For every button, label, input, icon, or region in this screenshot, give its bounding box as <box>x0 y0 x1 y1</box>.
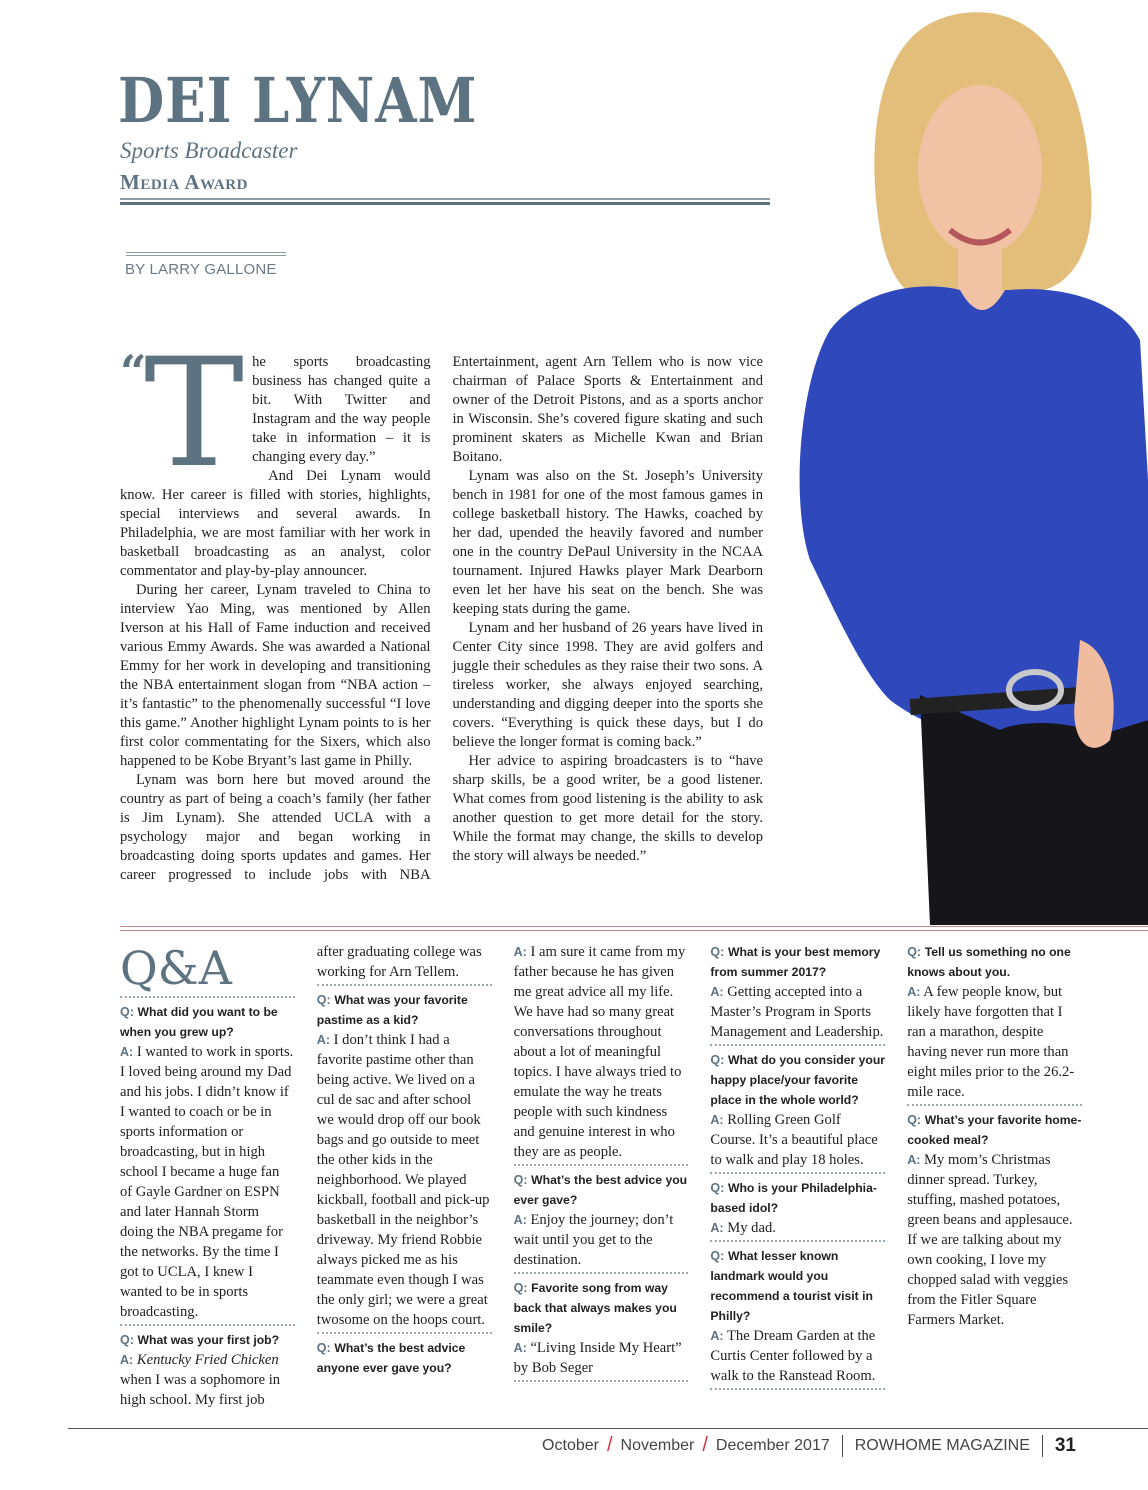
answer-label: A: <box>513 1213 527 1227</box>
question-text: Favorite song from way back that always makes you smile? <box>513 1281 677 1335</box>
question-label: Q: <box>513 1281 528 1295</box>
divider <box>126 252 286 256</box>
answer-text: My mom’s Christmas dinner spread. Turkey, stuffing, mashed potatoes, green beans and applesauce. If we are talking about my own cooking, I love my chopped salad with veggies from the Fitler Square Farmers Market. <box>907 1152 1073 1328</box>
article-paragraph <box>120 327 431 501</box>
answer <box>710 982 885 1042</box>
question-label: Q: <box>710 1249 725 1263</box>
divider <box>842 1435 843 1457</box>
footer <box>542 1434 1076 1457</box>
answer-text: I don’t think I had a favorite pastime other than being active. We lived on a cul de sac and after school we would drop off our book bags and go outside to meet the other kids in the neighborhood. We played kickball, football and pick-up basketball in the neighbor’s driveway. My friend Robbie always picked me as his teammate even though I was the only girl; we were a great twosome on the hoops court. <box>316 1032 490 1328</box>
answer-text: Enjoy the journey; don’t wait until you get to the destination. <box>513 1212 674 1268</box>
slash-separator: / <box>702 1434 708 1456</box>
answer-text: when I was a sophomore in high school. My first job after graduating college was working for Arn Tellem. <box>120 944 482 1408</box>
answer <box>317 1030 492 1330</box>
article-paragraph: And Dei Lynam would know. Her career is filled with stories, highlights, special interviews and several awards. In Philadelphia, we are most familiar with her work in basketball broadcasting as an analyst, color commentator and play-by-play announcer. <box>120 468 431 579</box>
section-divider <box>120 930 1148 931</box>
qa-item <box>710 1178 885 1238</box>
dotted-divider <box>710 1240 885 1242</box>
article-paragraph: During her career, Lynam traveled to China to interview Yao Ming, was mentioned by Allen Iverson at his Hall of Fame induction and received various Emmy Awards. She was awarded a National Emmy for her work in developing and transitioning the NBA entertainment slogan from “NBA action – it’s fantastic” to the phenomenally successful “I love this game.” Another highlight Lynam points to is her first color commentating for the Sixers, which also happened to be Kobe Bryant’s last game in Philly. <box>120 582 431 769</box>
answer <box>514 1210 689 1270</box>
answer-label: A: <box>710 985 724 999</box>
question-label: Q: <box>316 1341 331 1355</box>
divider <box>120 202 780 205</box>
page-number: 31 <box>1054 1434 1076 1456</box>
issue-month: October <box>542 1436 599 1454</box>
paragraph-text: he sports broadcasting business has changed quite a bit. With Twitter and Instagram and the way people take in information – it is changing every day.” <box>252 354 431 465</box>
divider <box>120 198 780 200</box>
question-label: Q: <box>513 1173 528 1187</box>
question-text: What was your favorite pastime as a kid? <box>316 993 468 1027</box>
article-body <box>120 327 763 885</box>
answer-text: A few people know, but likely have forgotten that I ran a marathon, despite having never run more than eight miles prior to the 26.2-mile race. <box>907 984 1075 1100</box>
question-text: What’s the best advice anyone ever gave you? <box>316 1341 466 1375</box>
dotted-divider <box>710 1388 885 1390</box>
article-paragraph: Lynam was also on the St. Joseph’s University bench in 1981 for one of the most famous games in college basketball history. The Hawks, coached by her dad, upended the heavily favored and number one in the country DePaul University in the NCAA tournament. Injured Hawks player Mark Dearborn even let her have his seat on the bench. She was keeping stats during the game. <box>452 468 763 617</box>
question <box>514 1170 689 1210</box>
qa-item <box>120 1002 295 1322</box>
answer-text: I wanted to work in sports. I loved being around my Dad and his jobs. I didn’t know if I wanted to coach or be in sports information or broadcasting, but in high school I became a huge fan of Gayle Gardner on ESPN and later Hannah Storm doing the NBA pregame for the networks. By the time I got to UCLA, I knew I wanted to be in sports broadcasting. <box>120 1044 294 1320</box>
question-text: What was your first job? <box>137 1333 280 1347</box>
question-text: What’s the best advice you ever gave? <box>513 1173 688 1207</box>
answer-label: A: <box>907 985 921 999</box>
dotted-divider <box>120 1324 295 1326</box>
dotted-divider <box>907 1104 1082 1106</box>
qa-item <box>907 1110 1082 1330</box>
question <box>710 1178 885 1218</box>
divider <box>1042 1435 1043 1457</box>
footer-divider <box>68 1428 1148 1429</box>
question-label: Q: <box>907 945 922 959</box>
qa-item <box>514 1170 689 1270</box>
answer <box>514 1338 689 1378</box>
question <box>317 1338 492 1378</box>
answer-text: Rolling Green Golf Course. It’s a beautiful place to walk and play 18 holes. <box>710 1112 878 1168</box>
dotted-divider <box>710 1044 885 1046</box>
question-text: Who is your Philadelphia-based idol? <box>710 1181 877 1215</box>
question <box>710 1050 885 1110</box>
question-label: Q: <box>710 1181 725 1195</box>
answer-text: “Living Inside My Heart” by Bob Seger <box>513 1340 682 1376</box>
answer-label: A: <box>710 1329 724 1343</box>
award-label: Media Award <box>120 170 248 194</box>
question-label: Q: <box>907 1113 922 1127</box>
question-text: Tell us something no one knows about you. <box>907 945 1071 979</box>
drop-cap-letter: T <box>144 327 245 501</box>
answer-text: My dad. <box>727 1220 776 1236</box>
question-text: What’s your favorite home-cooked meal? <box>907 1113 1082 1147</box>
dotted-divider <box>710 1172 885 1174</box>
answer-italic: Kentucky Fried Chicken <box>136 1352 279 1368</box>
question-text: What lesser known landmark would you recommend a tourist visit in Philly? <box>710 1249 873 1323</box>
dotted-divider <box>514 1164 689 1166</box>
question-label: Q: <box>120 1005 134 1019</box>
answer-label: A: <box>907 1153 921 1167</box>
qa-item <box>710 1246 885 1386</box>
article-paragraph: Her advice to aspiring broadcasters is to “have sharp skills, be a good writer, be a good listener. What comes from good listening is the ability to ask another question to get more detail for the story. While the format may change, the skills to develop the story will always be needed.” <box>452 753 763 864</box>
dotted-divider <box>317 1332 492 1334</box>
question-label: Q: <box>710 945 725 959</box>
answer-text: I am sure it came from my father because he has given me great advice all my life. We have had so many great conversations throughout about a lot of meaningful topics. I have always tried to emulate the way he treats people with such kindness and genuine interest in who they are as people. <box>513 944 686 1160</box>
dotted-divider <box>514 1272 689 1274</box>
answer-label: A: <box>513 1341 527 1355</box>
qa-item <box>907 942 1082 1102</box>
slash-separator: / <box>606 1434 613 1456</box>
page-title: DEI LYNAM <box>118 64 478 137</box>
answer <box>710 1326 885 1386</box>
publication-name: ROWHOME MAGAZINE <box>854 1436 1030 1454</box>
dotted-divider <box>514 1380 689 1382</box>
answer <box>907 1150 1082 1330</box>
answer <box>710 1218 885 1238</box>
qa-heading: Q&A <box>120 941 232 995</box>
byline: BY LARRY GALLONE <box>125 261 277 278</box>
subtitle: Sports Broadcaster <box>120 138 298 163</box>
answer-label: A: <box>120 1353 134 1367</box>
article-paragraph: Lynam was born here but moved around the country as part of being a coach’s family (her father is Jim Lynam). She attended UCLA with a psychology major and began working in broadcasting doing sports updates and games. Her career progressed to include jobs with NBA Entertainment, agent Arn Tellem who is now vice chairman of Palace Sports & Entertainment and owner of the Detroit Pistons, and as a sports anchor in Wisconsin. She’s covered figure skating and such prominent skaters as Michelle Kwan and Brian Boitano. <box>120 354 763 883</box>
portrait-photo <box>770 0 1148 925</box>
dotted-divider <box>120 996 295 998</box>
answer-label: A: <box>710 1113 724 1127</box>
answer <box>514 942 689 1162</box>
question <box>514 1278 689 1338</box>
question-text: What do you consider your happy place/your favorite place in the whole world? <box>710 1053 886 1107</box>
question <box>120 1002 295 1042</box>
question <box>317 990 492 1030</box>
qa-item <box>710 942 885 1042</box>
question <box>907 942 1082 982</box>
answer-label: A: <box>316 1033 330 1047</box>
answer-text: The Dream Garden at the Curtis Center followed by a walk to the Ranstead Room. <box>710 1328 876 1384</box>
question-text: What is your best memory from summer 2017? <box>710 945 881 979</box>
qa-item <box>317 990 492 1330</box>
issue-month: November <box>620 1436 695 1454</box>
question <box>907 1110 1082 1150</box>
question-label: Q: <box>120 1333 134 1347</box>
answer-text: Getting accepted into a Master’s Program in Sports Management and Leadership. <box>710 984 884 1040</box>
answer <box>907 982 1082 1102</box>
section-divider <box>120 926 1148 927</box>
answer-label: A: <box>710 1221 724 1235</box>
qa-section <box>120 942 1082 1412</box>
answer <box>710 1110 885 1170</box>
article-paragraph: Lynam and her husband of 26 years have lived in Center City since 1998. They are avid golfers and juggle their schedules as they raise their two sons. A tireless worker, she always enjoyed searching, understanding and digging deeper into the sports she covers. “Everything is quick these days, but I do believe the longer format is coming back.” <box>452 620 763 750</box>
question-text: What did you want to be when you grew up? <box>120 1005 278 1039</box>
question <box>120 1330 295 1350</box>
answer-label: A: <box>120 1045 134 1059</box>
question-label: Q: <box>710 1053 725 1067</box>
answer <box>120 1042 295 1322</box>
question <box>710 1246 885 1326</box>
qa-item <box>710 1050 885 1170</box>
question-label: Q: <box>316 993 331 1007</box>
drop-cap-quote: “ <box>120 347 147 401</box>
issue-month: December 2017 <box>715 1436 830 1454</box>
answer-label: A: <box>513 945 527 959</box>
qa-item <box>514 1278 689 1378</box>
drop-cap <box>120 327 245 501</box>
dotted-divider <box>317 984 492 986</box>
question <box>710 942 885 982</box>
